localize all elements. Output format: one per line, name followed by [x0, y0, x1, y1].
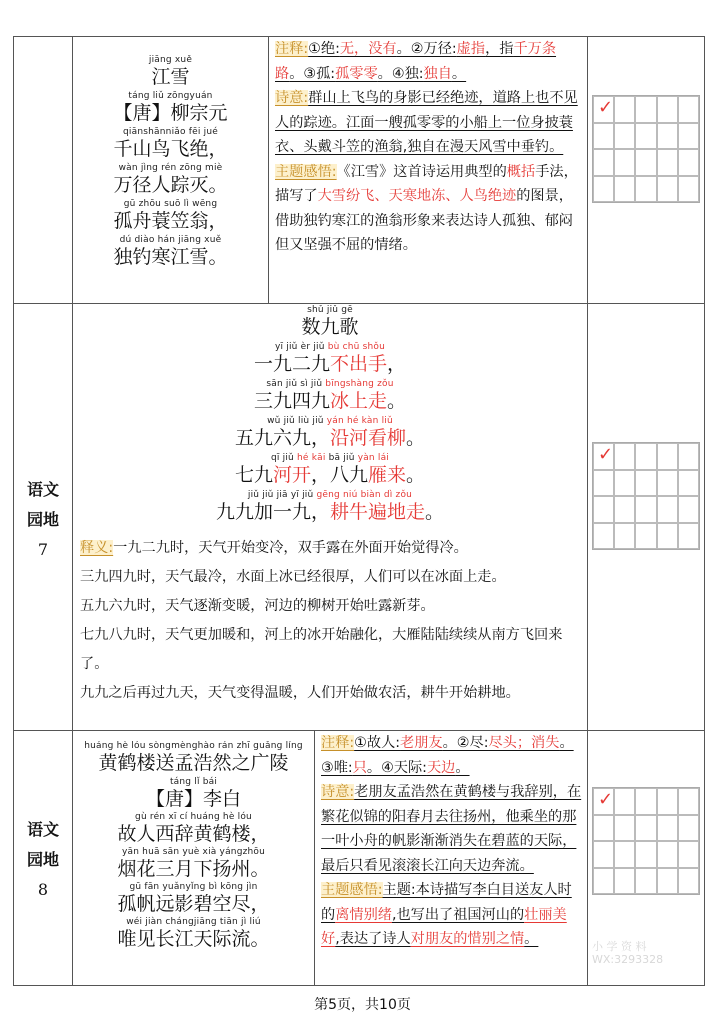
notes-annotation: 注释:①绝:无，没有。②万径:虚指，指千万条路。③孤:孤零零。④独:独自。	[275, 41, 557, 82]
check-mark: ✓	[598, 789, 614, 810]
poem-line: qiānshānniǎo fēi jué 千山鸟飞绝，	[113, 127, 228, 160]
poem-line: yī jiǔ èr jiǔ bù chū shǒu 一九二九不出手，	[253, 342, 407, 375]
page-footer: 第5页，共10页	[314, 997, 411, 1013]
poem-line: sān jiǔ sì jiǔ bīngshàng zǒu 三九四九冰上走。	[253, 379, 407, 412]
poem-huanghelou: huáng hè lóu sòngmènghào rán zhī guǎng líng 黄鹤楼送孟浩然之广陵 táng lǐ bái 【唐】李白 gù rén xī cí huáng hè lóu 故人西辞黄鹤楼， yān huā sān yuè xià yángzhōu 烟花三月下扬州。 gū fān yuǎnyǐng bì kōng jìn 孤帆远影碧空尽， wéi jiàn chángjiāng tiān jì liú 唯见长江天际流。	[73, 741, 314, 985]
poem-author: 【唐】柳宗元	[113, 102, 228, 124]
notes-meaning: 诗意:老朋友孟浩然在黄鹤楼与我辞别，在繁花似锦的阳春月去往扬州，他乘坐的那一叶小舟的帆影渐渐消失在碧蓝的天际，最后只看见滚滚长江向天边奔流。	[321, 784, 582, 874]
poem-line: wàn jìng rén zōng miè 万径人踪灭。	[113, 163, 228, 196]
watermark: 小 学 资 料 WX:3293328	[592, 940, 664, 966]
poem-line: wǔ jiǔ liù jiǔ yán hé kàn liǔ 五九六九，沿河看柳。	[234, 416, 426, 449]
notes-theme: 主题感悟:主题:本诗描写李白目送友人时的离情别绪,也写出了祖国河山的壮丽美好,表达了诗人对朋友的惜别之情。	[321, 882, 572, 947]
explanation-shujiuge: 释义:一九二九时，天气开始变冷，双手露在外面开始觉得冷。 三九四九时，天气最冷，水面上冰已经很厚，人们可以在冰面上走。 五九六九时，天气逐渐变暖，河边的柳树开始吐露新芽。 七九八九时，天气更加暖和，河上的冰开始融化，大雁陆陆续续从南方飞回来了。 九九之后再过九天，天气变得温暖，人们开始做农活，耕牛开始耕地。	[80, 540, 563, 701]
poem-line: gū fān yuǎnyǐng bì kōng jìn 孤帆远影碧空尽，	[117, 882, 270, 915]
section-label-7: 语文 园地 7	[26, 480, 59, 559]
notes-annotation: 注释:①故人:老朋友。②尽:尽头；消失。③唯:只。④天际:天边。	[321, 735, 574, 776]
notes-meaning: 诗意:群山上飞鸟的身影已经绝迹，道路上也不见人的踪迹。江面一艘孤零零的小船上一位身披蓑衣、头戴斗笠的渔翁,独自在漫天风雪中垂钓。	[275, 90, 578, 155]
poem-line: wéi jiàn chángjiāng tiān jì liú 唯见长江天际流。	[117, 917, 270, 950]
content-table	[13, 36, 705, 986]
writing-grid	[592, 787, 700, 895]
notes-theme: 主题感悟:《江雪》这首诗运用典型的概括手法，描写了大雪纷飞、天寒地冻、人鸟绝迹的图景，借助独钓寒江的渔翁形象来表达诗人孤独、郁闷但又坚强不屈的情绪。	[275, 163, 578, 253]
check-mark: ✓	[598, 97, 614, 118]
poem-line: gū zhōu suō lì wēng 孤舟蓑笠翁，	[113, 199, 228, 232]
poem-title: 数九歌	[301, 316, 359, 338]
poem-jiangxue: jiāng xuě 江雪 táng liǔ zōngyuán 【唐】柳宗元 qiānshānniǎo fēi jué 千山鸟飞绝， wàn jìng rén zōng miè 万径人踪灭。 gū zhōu suō lì wēng 孤舟蓑笠翁， dú diào hán jiāng xuě 独钓寒江雪。	[73, 55, 268, 303]
poem-line: yān huā sān yuè xià yángzhōu 烟花三月下扬州。	[117, 847, 270, 880]
writing-grid	[592, 95, 700, 203]
poem-author: 【唐】李白	[145, 788, 241, 810]
poem-shujiuge: shǔ jiǔ gē 数九歌 yī jiǔ èr jiǔ bù chū shǒu 一九二九不出手， sān jiǔ sì jiǔ bīngshàng zǒu 三九四九冰上走。 wǔ jiǔ liù jiǔ yán hé kàn liǔ 五九六九，沿河看柳。 qī jiǔ hé kāi bā jiǔ yàn lái 七九河开，八九雁来。 jiǔ jiǔ jiā yī jiǔ gēng niú biàn dì zǒu 九九加一九，耕牛遍地走。	[73, 305, 587, 535]
poem-line: gù rén xī cí huáng hè lóu 故人西辞黄鹤楼，	[117, 812, 270, 845]
poem-line: qī jiǔ hé kāi bā jiǔ yàn lái 七九河开，八九雁来。	[234, 453, 426, 486]
poem-line: dú diào hán jiāng xuě 独钓寒江雪。	[113, 235, 228, 268]
notes-huanghelou	[316, 731, 587, 985]
poem-title: 黄鹤楼送孟浩然之广陵	[98, 752, 289, 774]
poem-line: jiǔ jiǔ jiā yī jiǔ gēng niú biàn dì zǒu 九九加一九，耕牛遍地走。	[215, 490, 445, 523]
writing-grid	[592, 442, 700, 550]
check-mark: ✓	[598, 444, 614, 465]
section-label-8: 语文 园地 8	[26, 820, 59, 899]
poem-title: 江雪	[151, 66, 190, 88]
notes-jiangxue	[270, 37, 586, 303]
